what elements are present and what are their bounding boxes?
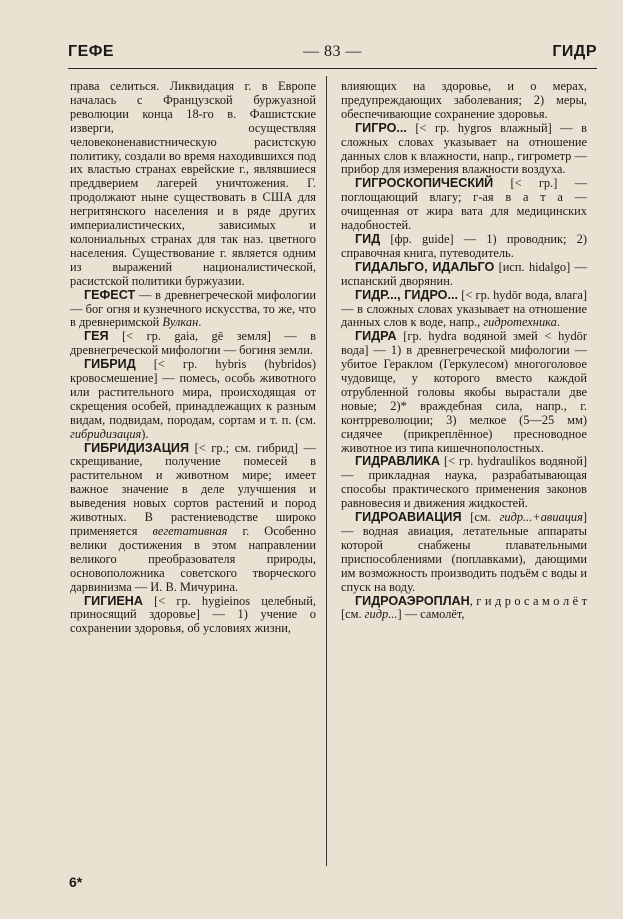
signature-mark: 6* <box>69 874 83 890</box>
definition: [< гр.; см. гибрид] — скрещивание, получение помесей в растительном и животном мире; имеет важное значение в деле улучшения и выведения новых сортов растений и пород животных. В растениеводстве широко применяется <box>70 440 316 538</box>
dictionary-entry <box>70 358 316 441</box>
cross-reference: гибридизация <box>70 426 142 441</box>
headword: ГИДРА <box>355 329 397 344</box>
definition: , г и д р о с а м о л ё т [см. <box>341 593 587 622</box>
definition-tail: ). <box>141 426 149 441</box>
definition: [гр. hydra водяной змей < hydōr вода] — 1) в древнегреческой мифологии — убитое Гераклом (Геркулесом) многоголовое чудовище, у которого вместо каждой отрубленной головы якобы вырастали две новые; 2)* враждебная сила, напр., г. контрреволюции; 3) мелкое (5—25 мм) сидячее (прикреплённое) пресноводное животное из типа кишечнополостных. <box>341 329 587 455</box>
definition: [< гр. hybris (hybridos) кровосмешение] — помесь, особь животного или растительного мира, происходящая от скрещения особей, принадлежащих к разным видам, подвидам, породам, сортам и т. п. (см. <box>70 357 316 427</box>
cross-reference: гидр... <box>364 607 398 622</box>
dictionary-entry <box>341 233 587 261</box>
running-header <box>68 43 597 65</box>
header-left-guideword: ГЕФЕ <box>68 43 115 60</box>
definition: [< гр. hygieinos целебный, приносящий здоровье] — 1) учение о сохранении здоровья, об условиях жизни, <box>70 593 316 636</box>
headword: ГИДРАВЛИКА <box>355 454 441 469</box>
definition: [< гр. hydraulikos водяной] — прикладная наука, разрабатывающая способы практического применения законов равновесия и движения жидкостей. <box>341 454 587 511</box>
headword: ГЕЯ <box>84 329 109 344</box>
header-right-guideword: ГИДР <box>552 43 597 60</box>
dictionary-entry <box>341 455 587 511</box>
definition: [фр. guide] — 1) проводник; 2) справочная книга, путеводитель. <box>341 231 587 260</box>
definition-tail: . <box>198 315 202 330</box>
definition: — в древнегреческой мифологии — бог огня и кузнечного искусства, то же, что в древнеримской <box>70 287 316 330</box>
entry-continuation: влияющих на здоровье, и о мерах, предупреждающих заболевания; 2) меры, обеспечивающие сохранение здоровья. <box>341 79 587 121</box>
entry-continuation: права селиться. Ликвидация г. в Европе началась с Французской буржуазной революции конца 18-го в. Фашистские изверги, осуществляя человеконенавистническую расистскую политику, создали во время находившихся под их властью странах еврейские г., являвшиеся преддверием лагерей уничтожения. Г. продолжают ныне существовать в США для негритянского населения и в ряде других империалистических, зависимых и колониальных странах для так наз. цветного населения. Существование г. является одним из выражений националистической, расистской политики буржуазии. <box>70 79 316 288</box>
header-rule <box>68 68 597 69</box>
headword: ГИГРО... <box>355 120 407 135</box>
cross-reference: Вулкан <box>162 315 199 330</box>
dictionary-entry <box>70 289 316 331</box>
dictionary-entry <box>341 122 587 178</box>
right-column <box>341 80 587 622</box>
definition-tail: . <box>556 315 560 330</box>
cross-reference: гидротехника <box>483 315 557 330</box>
definition-tail: ] — водная авиация, летательные аппараты которой снабжены плавательными приспособлениями (поплавками), дающими им возможность производить подъём с воды и спуск на воду. <box>341 510 587 594</box>
headword: ГИБРИД <box>84 357 136 372</box>
dictionary-entry <box>341 261 587 289</box>
page-number: — 83 — <box>303 43 362 60</box>
dictionary-entry <box>341 511 587 594</box>
headword: ГИДРОАЭРОПЛАН <box>355 593 470 608</box>
dictionary-entry <box>341 330 587 455</box>
dictionary-entry <box>70 442 316 595</box>
headword: ГИДР..., ГИДРО... <box>355 287 458 302</box>
definition: [< гр.] — поглощающий влагу; г-ая в а т а — очищенная от жира вата для медицинских надобностей. <box>341 176 587 233</box>
dictionary-entry <box>70 330 316 358</box>
definition: [< гр. gaia, gē земля] — в древнегреческой мифологии — богиня земли. <box>70 329 316 358</box>
cross-reference: гидр...+авиация <box>499 510 583 525</box>
definition-tail: г. Особенно велики достижения в этом направлении великого преобразователя природы, основоположника советского творческого дарвинизма — И. В. Мичурина. <box>70 524 316 594</box>
dictionary-entry <box>70 595 316 637</box>
headword: ГИГИЕНА <box>84 593 143 608</box>
headword: ГИД <box>355 231 381 246</box>
definition-tail: ] — самолёт, <box>397 607 465 622</box>
headword: ГИБРИДИЗАЦИЯ <box>84 440 190 455</box>
headword: ГИДАЛЬГО, ИДАЛЬГО <box>355 259 495 274</box>
definition: [см. <box>461 510 500 525</box>
definition: [< гр. hygros влажный] — в сложных словах указывает на отношение данных слов к влажности, напр., гигрометр — прибор для измерения влажности воздуха. <box>341 120 587 177</box>
column-divider <box>326 76 327 866</box>
dictionary-entry <box>341 177 587 233</box>
headword: ГИДРОАВИАЦИЯ <box>355 510 462 525</box>
cross-reference: вегетативная <box>152 524 228 538</box>
left-column <box>70 80 316 636</box>
headword: ГЕФЕСТ <box>84 287 136 302</box>
headword: ГИГРОСКОПИЧЕСКИЙ <box>355 176 494 191</box>
dictionary-entry <box>341 595 587 623</box>
definition: [< гр. hydōr вода, влага] — в сложных словах указывает на отношение данных слов к воде, напр., <box>341 287 588 330</box>
dictionary-entry <box>341 289 587 331</box>
definition: [исп. hidalgo] — испанский дворянин. <box>341 259 587 288</box>
